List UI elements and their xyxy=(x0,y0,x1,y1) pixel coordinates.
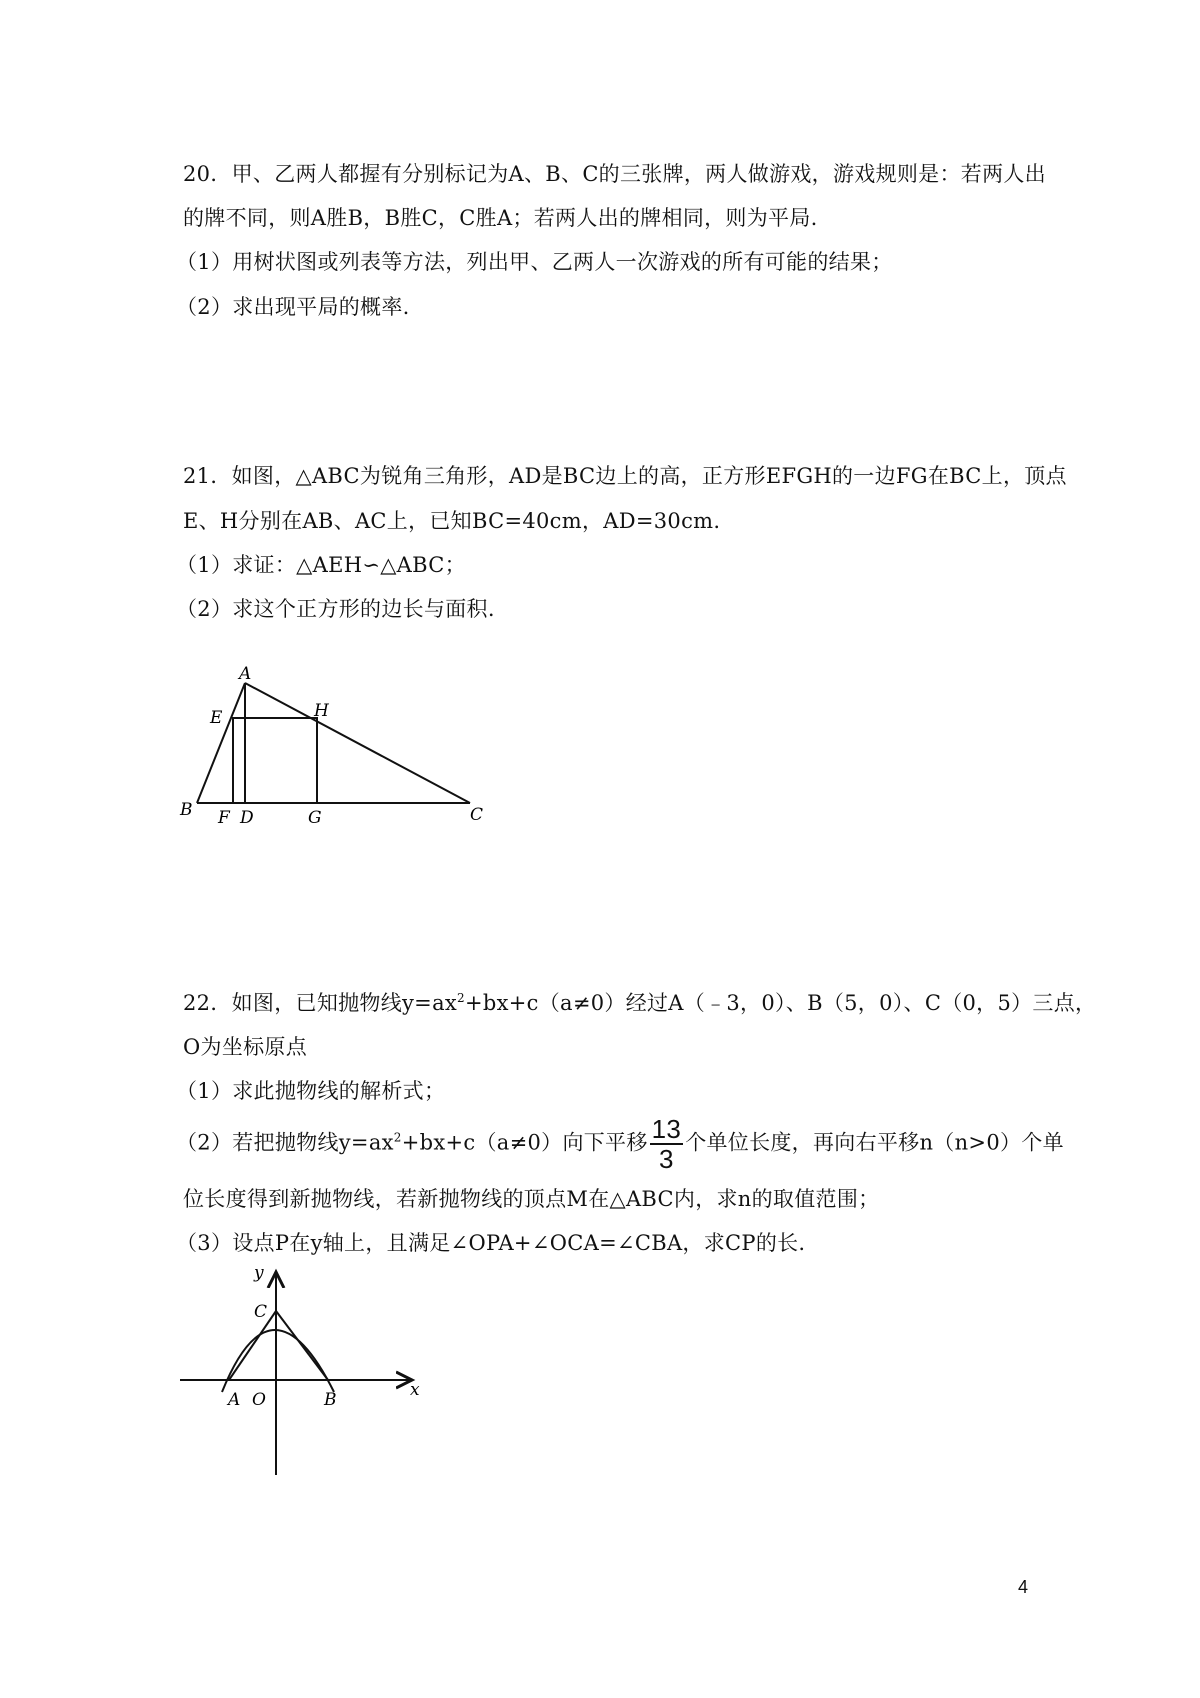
q22-label-c: C xyxy=(254,1302,268,1322)
q22-part3: （3）设点P在y轴上，且满足∠OPA+∠OCA=∠CBA，求CP的长. xyxy=(176,1231,806,1255)
q21-label-b: B xyxy=(180,800,193,820)
q22-part2 xyxy=(176,1116,1064,1172)
q21-label-f: F xyxy=(218,808,230,828)
q22-part2-c: 个单位长度，再向右平移n（n>0）个单 xyxy=(685,1130,1064,1155)
q21-side-ab xyxy=(197,683,245,803)
q22-fraction xyxy=(650,1116,684,1172)
q22-label-o: O xyxy=(252,1390,266,1410)
q22-fraction-denominator: 3 xyxy=(659,1144,674,1174)
q21-label-c: C xyxy=(470,805,484,825)
q22-fraction-numerator: 13 xyxy=(651,1114,682,1144)
q22-segment-cb xyxy=(276,1311,328,1380)
q21-label-a: A xyxy=(239,665,252,684)
q21-label-e: E xyxy=(210,708,223,728)
q22-line2: O为坐标原点 xyxy=(183,1035,308,1059)
q22-line1 xyxy=(183,987,1096,1017)
q22-label-x: x xyxy=(410,1380,420,1400)
q20-part2: （2）求出现平局的概率. xyxy=(176,295,410,319)
q20-line1: 20．甲、乙两人都握有分别标记为A、B、C的三张牌，两人做游戏，游戏规则是：若两人出 xyxy=(183,162,1046,186)
q21-part1: （1）求证：△AEH∽△ABC； xyxy=(176,553,466,577)
q22-line1-a: 22．如图，已知抛物线y=ax xyxy=(183,991,458,1015)
q21-figure xyxy=(178,665,498,833)
q22-label-y: y xyxy=(254,1263,264,1283)
page-number: 4 xyxy=(1018,1577,1029,1597)
q22-figure xyxy=(178,1262,428,1482)
q22-part2-b: +bx+c（a≠0）向下平移 xyxy=(401,1130,648,1155)
q22-part2-exponent: 2 xyxy=(393,1130,402,1145)
q22-segment-ac xyxy=(229,1311,276,1380)
q22-part1: （1）求此抛物线的解析式； xyxy=(176,1079,446,1103)
q21-side-ac xyxy=(245,683,470,803)
q21-part2: （2）求这个正方形的边长与面积. xyxy=(176,597,495,621)
q22-line1-exponent: 2 xyxy=(457,991,465,1005)
q22-part2-a: （2）若把抛物线y=ax xyxy=(176,1130,394,1155)
q20-line2: 的牌不同，则A胜B，B胜C，C胜A；若两人出的牌相同，则为平局. xyxy=(183,206,818,230)
q20-part1: （1）用树状图或列表等方法，列出甲、乙两人一次游戏的所有可能的结果； xyxy=(176,250,893,274)
q21-line2: E、H分别在AB、AC上，已知BC=40cm，AD=30cm. xyxy=(183,509,721,533)
q22-line1-b: +bx+c（a≠0）经过A（﹣3，0）、B（5，0）、C（0，5）三点， xyxy=(464,991,1097,1015)
q22-label-a: A xyxy=(228,1390,241,1410)
q22-label-b: B xyxy=(324,1390,337,1410)
q21-label-d: D xyxy=(240,808,254,828)
q22-part2-line2: 位长度得到新抛物线，若新抛物线的顶点M在△ABC内，求n的取值范围； xyxy=(183,1187,880,1211)
q21-label-h: H xyxy=(314,701,329,721)
q22-parabola xyxy=(222,1330,334,1392)
q21-label-g: G xyxy=(308,808,322,828)
q21-line1: 21．如图，△ABC为锐角三角形，AD是BC边上的高，正方形EFGH的一边FG在BC上，顶点 xyxy=(183,464,1067,488)
